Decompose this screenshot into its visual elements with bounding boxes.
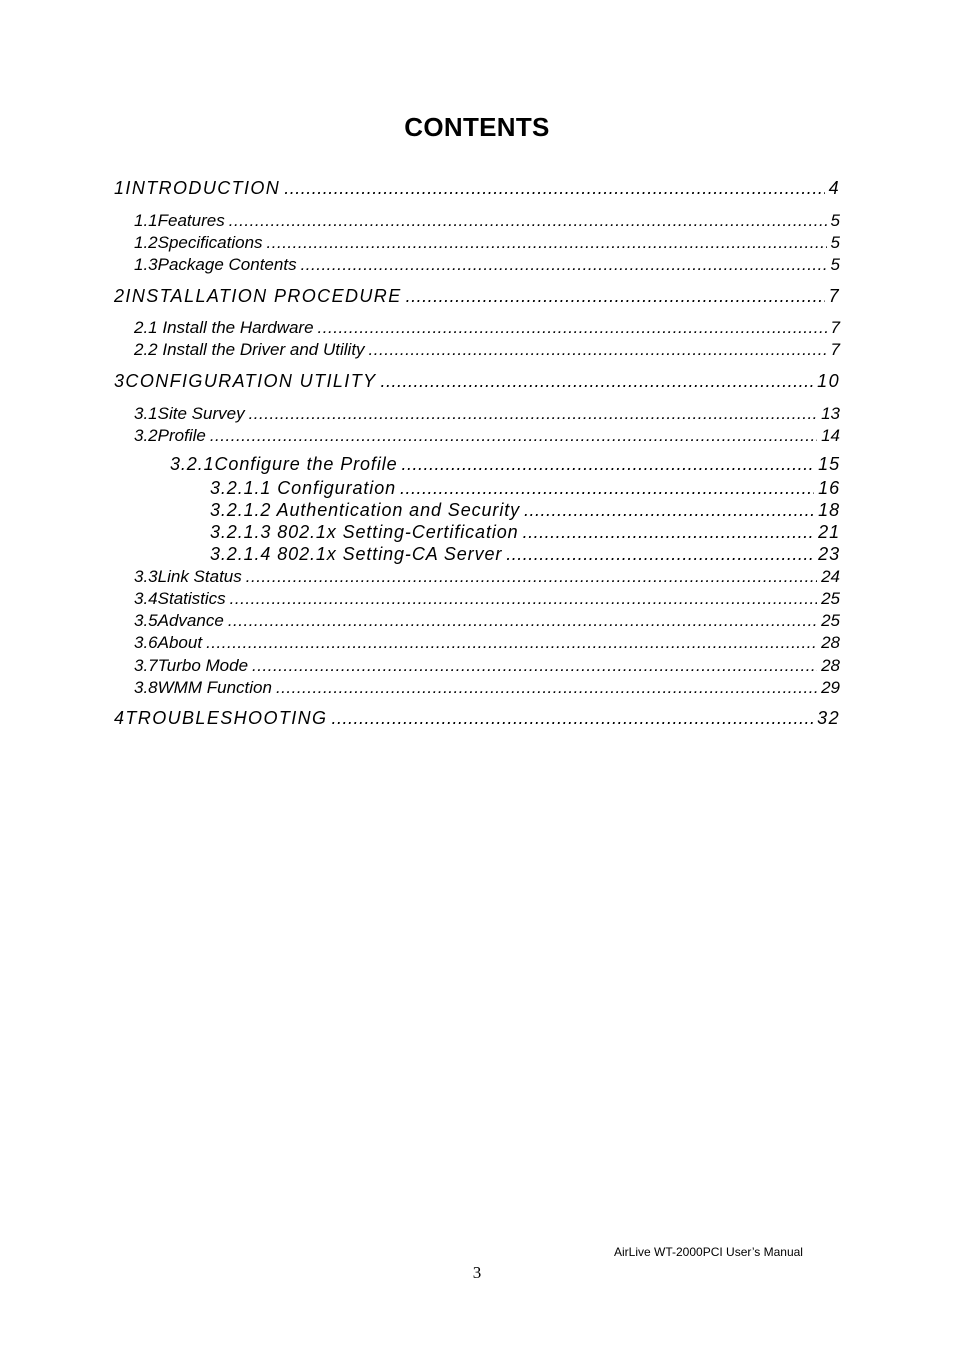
toc-entry-number: 2 [114, 286, 126, 306]
toc-entry-package-contents[interactable] [134, 255, 840, 275]
dot-leader [523, 522, 815, 543]
toc-entry-number: 3.1 [134, 404, 158, 423]
toc-entry-features[interactable] [134, 211, 840, 231]
toc-entry-number: 4 [114, 708, 126, 728]
toc-entry-label: 3.2.1.1 Configuration [210, 478, 397, 498]
toc-entry-statistics[interactable] [134, 589, 840, 609]
toc-entry-page: 15 [818, 454, 840, 474]
toc-entry-wmm-function[interactable] [134, 678, 840, 698]
toc-entry-troubleshooting[interactable] [114, 708, 840, 729]
toc-entry-page: 10 [817, 371, 840, 391]
toc-entry-label: Advance [157, 611, 224, 630]
dot-leader [524, 500, 814, 521]
dot-leader [369, 340, 827, 360]
toc-entry-link-status[interactable] [134, 567, 840, 587]
toc-entry-label: 3.2.1.4 802.1x Setting-CA Server [210, 544, 503, 564]
dot-leader [506, 544, 814, 565]
toc-entry-introduction[interactable] [114, 178, 840, 199]
dot-leader [249, 404, 818, 424]
toc-entry-page: 13 [821, 404, 840, 423]
dot-leader [229, 211, 827, 231]
toc-entry-page: 7 [830, 340, 840, 359]
toc-entry-configure-profile[interactable] [170, 454, 840, 475]
dot-leader [318, 318, 827, 338]
toc-entry-label: Statistics [157, 589, 226, 608]
dot-leader [301, 255, 827, 275]
dot-leader [406, 286, 825, 307]
toc-entry-page: 25 [821, 611, 840, 630]
toc-entry-label: INTRODUCTION [125, 178, 281, 198]
dot-leader [381, 371, 814, 392]
toc-entry-number: 3.6 [134, 633, 158, 652]
dot-leader [252, 656, 817, 676]
toc-entry-label: About [157, 633, 203, 652]
toc-entry-label: INSTALLATION PROCEDURE [125, 286, 402, 306]
toc-entry-page: 5 [830, 211, 840, 230]
toc-entry-number: 1.3 [134, 255, 158, 274]
toc-entry-label: Package Contents [157, 255, 297, 274]
toc-entry-number: 3.5 [134, 611, 158, 630]
dot-leader [402, 454, 815, 475]
toc-entry-label: Specifications [157, 233, 263, 252]
toc-entry-label: Turbo Mode [157, 656, 249, 675]
dot-leader [206, 633, 817, 653]
toc-entry-page: 5 [830, 233, 840, 252]
toc-entry-site-survey[interactable] [134, 404, 840, 424]
toc-entry-label: 3.2.1.2 Authentication and Security [210, 500, 521, 520]
toc-entry-turbo-mode[interactable] [134, 656, 840, 676]
toc-entry-number: 1.1 [134, 211, 158, 230]
toc-entry-label: 3.2.1.3 802.1x Setting-Certification [210, 522, 519, 542]
toc-entry-page: 28 [821, 633, 840, 652]
toc-entry-label: Site Survey [157, 404, 245, 423]
toc-entry-number: 1.2 [134, 233, 158, 252]
toc-entry-number: 3.7 [134, 656, 158, 675]
toc-entry-label: 2.1 Install the Hardware [134, 318, 314, 337]
toc-entry-page: 24 [821, 567, 840, 586]
toc-entry-authentication-security[interactable] [210, 500, 840, 521]
toc-entry-8021x-certification[interactable] [210, 522, 840, 543]
toc-entry-number: 3.8 [134, 678, 158, 697]
dot-leader [210, 426, 817, 446]
toc-entry-installation-procedure[interactable] [114, 286, 840, 307]
toc-entry-page: 7 [828, 286, 840, 306]
toc-entry-page: 7 [830, 318, 840, 337]
toc-entry-page: 32 [817, 708, 840, 728]
footer-page-number: 3 [472, 1263, 482, 1282]
dot-leader [400, 478, 814, 499]
toc-entry-number: 3.3 [134, 567, 158, 586]
toc-entry-page: 28 [821, 656, 840, 675]
toc-entry-specifications[interactable] [134, 233, 840, 253]
toc-entry-install-driver-utility[interactable] [134, 340, 840, 360]
dot-leader [284, 178, 824, 199]
toc-entry-number: 3.2 [134, 426, 158, 445]
toc-entry-page: 4 [828, 178, 840, 198]
toc-entry-install-hardware[interactable] [134, 318, 840, 338]
dot-leader [267, 233, 827, 253]
dot-leader [276, 678, 817, 698]
toc-entry-label: 2.2 Install the Driver and Utility [134, 340, 365, 359]
footer-manual-title: AirLive WT-2000PCI User’s Manual [614, 1245, 803, 1259]
toc-entry-configuration-utility[interactable] [114, 371, 840, 392]
toc-entry-page: 21 [818, 522, 840, 542]
toc-entry-number: 1 [114, 178, 126, 198]
toc-entry-page: 16 [818, 478, 840, 498]
toc-entry-page: 23 [818, 544, 840, 564]
toc-entry-8021x-ca-server[interactable] [210, 544, 840, 565]
toc-entry-page: 14 [821, 426, 840, 445]
toc-entry-page: 29 [821, 678, 840, 697]
dot-leader [331, 708, 813, 729]
dot-leader [228, 611, 817, 631]
toc-entry-page: 5 [830, 255, 840, 274]
toc-entry-page: 18 [818, 500, 840, 520]
toc-entry-label: Features [157, 211, 225, 230]
toc-entry-configuration[interactable] [210, 478, 840, 499]
toc-entry-label: CONFIGURATION UTILITY [125, 371, 377, 391]
toc-entry-label: TROUBLESHOOTING [125, 708, 328, 728]
toc-entry-number: 3 [114, 371, 126, 391]
toc-entry-label: WMM Function [157, 678, 272, 697]
toc-entry-advance[interactable] [134, 611, 840, 631]
toc-entry-label: Link Status [157, 567, 242, 586]
toc-entry-about[interactable] [134, 633, 840, 653]
toc-entry-label: 3.2.1Configure the Profile [170, 454, 398, 474]
toc-entry-label: Profile [157, 426, 206, 445]
page-title: CONTENTS [404, 112, 550, 142]
toc-entry-profile[interactable] [134, 426, 840, 446]
toc-entry-page: 25 [821, 589, 840, 608]
dot-leader [230, 589, 817, 609]
toc-entry-number: 3.4 [134, 589, 158, 608]
dot-leader [246, 567, 817, 587]
